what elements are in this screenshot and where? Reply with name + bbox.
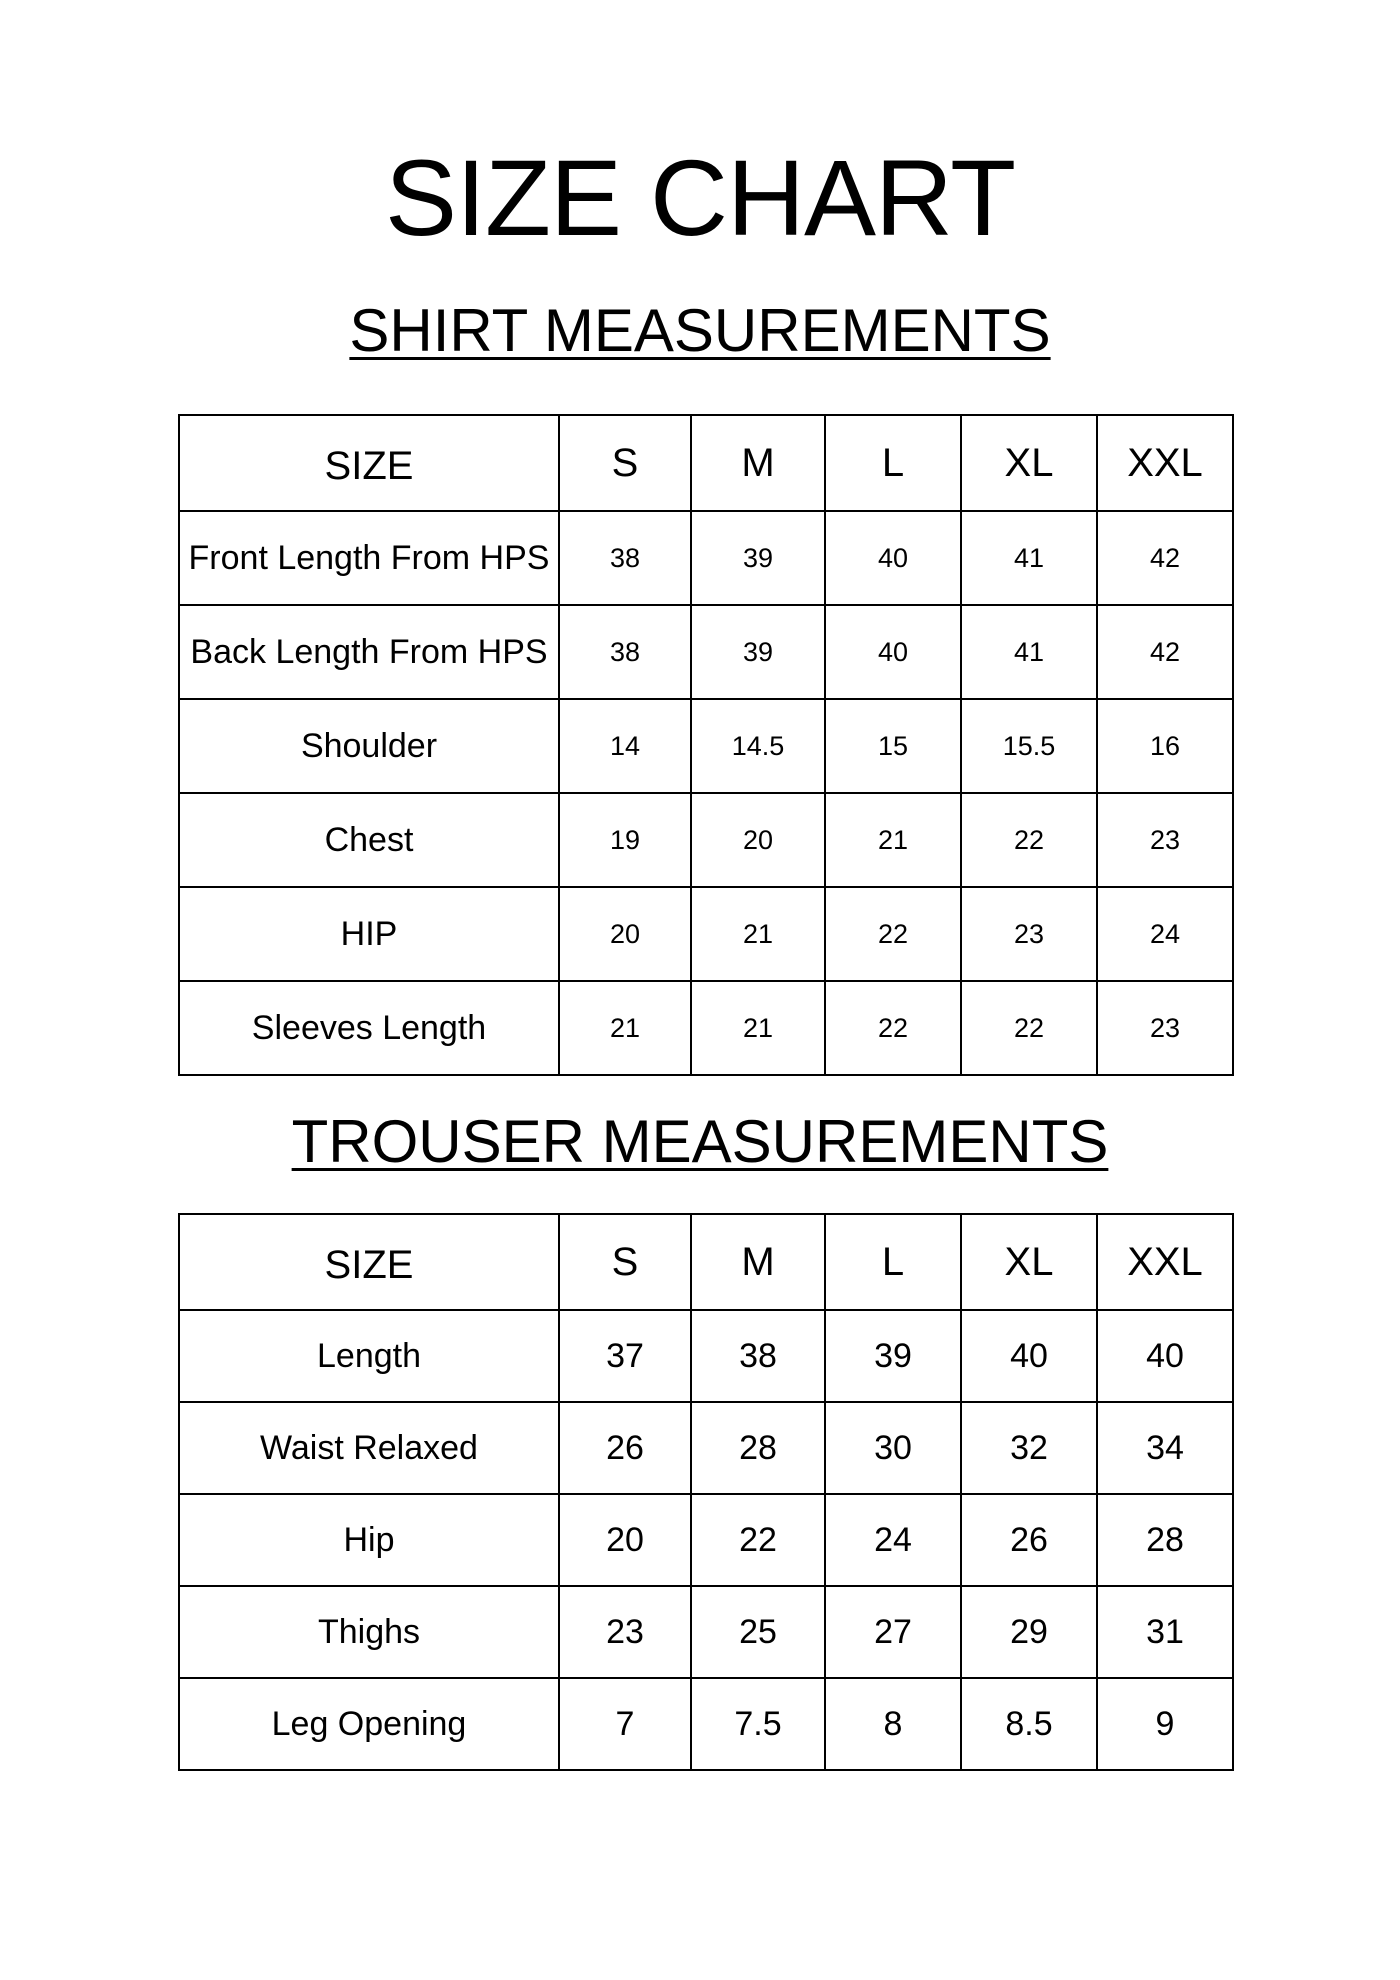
measurement-value: 28	[691, 1402, 825, 1494]
measurement-label: Sleeves Length	[179, 981, 559, 1075]
measurement-value: 15	[825, 699, 961, 793]
measurement-value: 23	[961, 887, 1097, 981]
measurement-label: HIP	[179, 887, 559, 981]
size-column-header: M	[691, 1214, 825, 1310]
measurement-value: 21	[825, 793, 961, 887]
measurement-value: 42	[1097, 511, 1233, 605]
size-column-header: S	[559, 415, 691, 511]
size-column-header: L	[825, 415, 961, 511]
size-column-header: XL	[961, 415, 1097, 511]
measurement-value: 40	[825, 605, 961, 699]
measurement-value: 22	[961, 981, 1097, 1075]
measurement-value: 19	[559, 793, 691, 887]
measurement-value: 23	[1097, 793, 1233, 887]
table-row	[179, 1494, 1233, 1586]
measurement-value: 8	[825, 1678, 961, 1770]
trouser-measurements-table	[178, 1213, 1234, 1771]
measurement-value: 22	[961, 793, 1097, 887]
measurement-value: 38	[559, 511, 691, 605]
measurement-label: Front Length From HPS	[179, 511, 559, 605]
measurement-value: 28	[1097, 1494, 1233, 1586]
size-column-header: XXL	[1097, 415, 1233, 511]
measurement-label: Shoulder	[179, 699, 559, 793]
table-row	[179, 605, 1233, 699]
table-row	[179, 981, 1233, 1075]
table-row	[179, 699, 1233, 793]
measurement-value: 34	[1097, 1402, 1233, 1494]
measurement-value: 26	[961, 1494, 1097, 1586]
size-column-header: S	[559, 1214, 691, 1310]
measurement-value: 20	[559, 1494, 691, 1586]
size-header-label: SIZE	[179, 1214, 559, 1310]
table-row	[179, 1310, 1233, 1402]
measurement-value: 22	[825, 887, 961, 981]
measurement-value: 25	[691, 1586, 825, 1678]
measurement-value: 20	[559, 887, 691, 981]
measurement-value: 21	[691, 887, 825, 981]
trouser-section-title-text: TROUSER MEASUREMENTS	[291, 1108, 1109, 1175]
table-row	[179, 1678, 1233, 1770]
shirt-measurements-table	[178, 414, 1234, 1076]
measurement-value: 42	[1097, 605, 1233, 699]
measurement-value: 14	[559, 699, 691, 793]
size-header-label: SIZE	[179, 415, 559, 511]
measurement-label: Waist Relaxed	[179, 1402, 559, 1494]
size-column-header: M	[691, 415, 825, 511]
measurement-value: 39	[691, 605, 825, 699]
measurement-value: 7.5	[691, 1678, 825, 1770]
measurement-value: 31	[1097, 1586, 1233, 1678]
measurement-value: 38	[691, 1310, 825, 1402]
measurement-value: 16	[1097, 699, 1233, 793]
measurement-value: 37	[559, 1310, 691, 1402]
measurement-value: 22	[825, 981, 961, 1075]
measurement-value: 41	[961, 511, 1097, 605]
measurement-value: 40	[825, 511, 961, 605]
measurement-value: 40	[961, 1310, 1097, 1402]
table-row	[179, 793, 1233, 887]
measurement-value: 24	[1097, 887, 1233, 981]
measurement-label: Length	[179, 1310, 559, 1402]
page-title: SIZE CHART	[384, 137, 1016, 258]
measurement-value: 26	[559, 1402, 691, 1494]
size-column-header: XXL	[1097, 1214, 1233, 1310]
trouser-section-title	[0, 1107, 1400, 1177]
measurement-value: 23	[559, 1586, 691, 1678]
measurement-value: 7	[559, 1678, 691, 1770]
measurement-value: 30	[825, 1402, 961, 1494]
table-row	[179, 1586, 1233, 1678]
measurement-value: 38	[559, 605, 691, 699]
measurement-label: Hip	[179, 1494, 559, 1586]
measurement-value: 22	[691, 1494, 825, 1586]
trouser-header-row	[179, 1214, 1233, 1310]
measurement-value: 21	[559, 981, 691, 1075]
measurement-value: 15.5	[961, 699, 1097, 793]
size-column-header: L	[825, 1214, 961, 1310]
measurement-value: 23	[1097, 981, 1233, 1075]
table-row	[179, 887, 1233, 981]
measurement-value: 39	[691, 511, 825, 605]
measurement-value: 20	[691, 793, 825, 887]
size-column-header: XL	[961, 1214, 1097, 1310]
measurement-value: 14.5	[691, 699, 825, 793]
shirt-header-row	[179, 415, 1233, 511]
measurement-value: 29	[961, 1586, 1097, 1678]
measurement-value: 41	[961, 605, 1097, 699]
measurement-value: 32	[961, 1402, 1097, 1494]
measurement-label: Thighs	[179, 1586, 559, 1678]
measurement-value: 40	[1097, 1310, 1233, 1402]
measurement-value: 27	[825, 1586, 961, 1678]
shirt-section-title	[0, 296, 1400, 366]
measurement-value: 39	[825, 1310, 961, 1402]
measurement-label: Back Length From HPS	[179, 605, 559, 699]
shirt-section-title-text: SHIRT MEASUREMENTS	[349, 297, 1051, 364]
measurement-value: 9	[1097, 1678, 1233, 1770]
measurement-value: 24	[825, 1494, 961, 1586]
table-row	[179, 511, 1233, 605]
measurement-label: Chest	[179, 793, 559, 887]
table-row	[179, 1402, 1233, 1494]
measurement-value: 8.5	[961, 1678, 1097, 1770]
measurement-label: Leg Opening	[179, 1678, 559, 1770]
measurement-value: 21	[691, 981, 825, 1075]
